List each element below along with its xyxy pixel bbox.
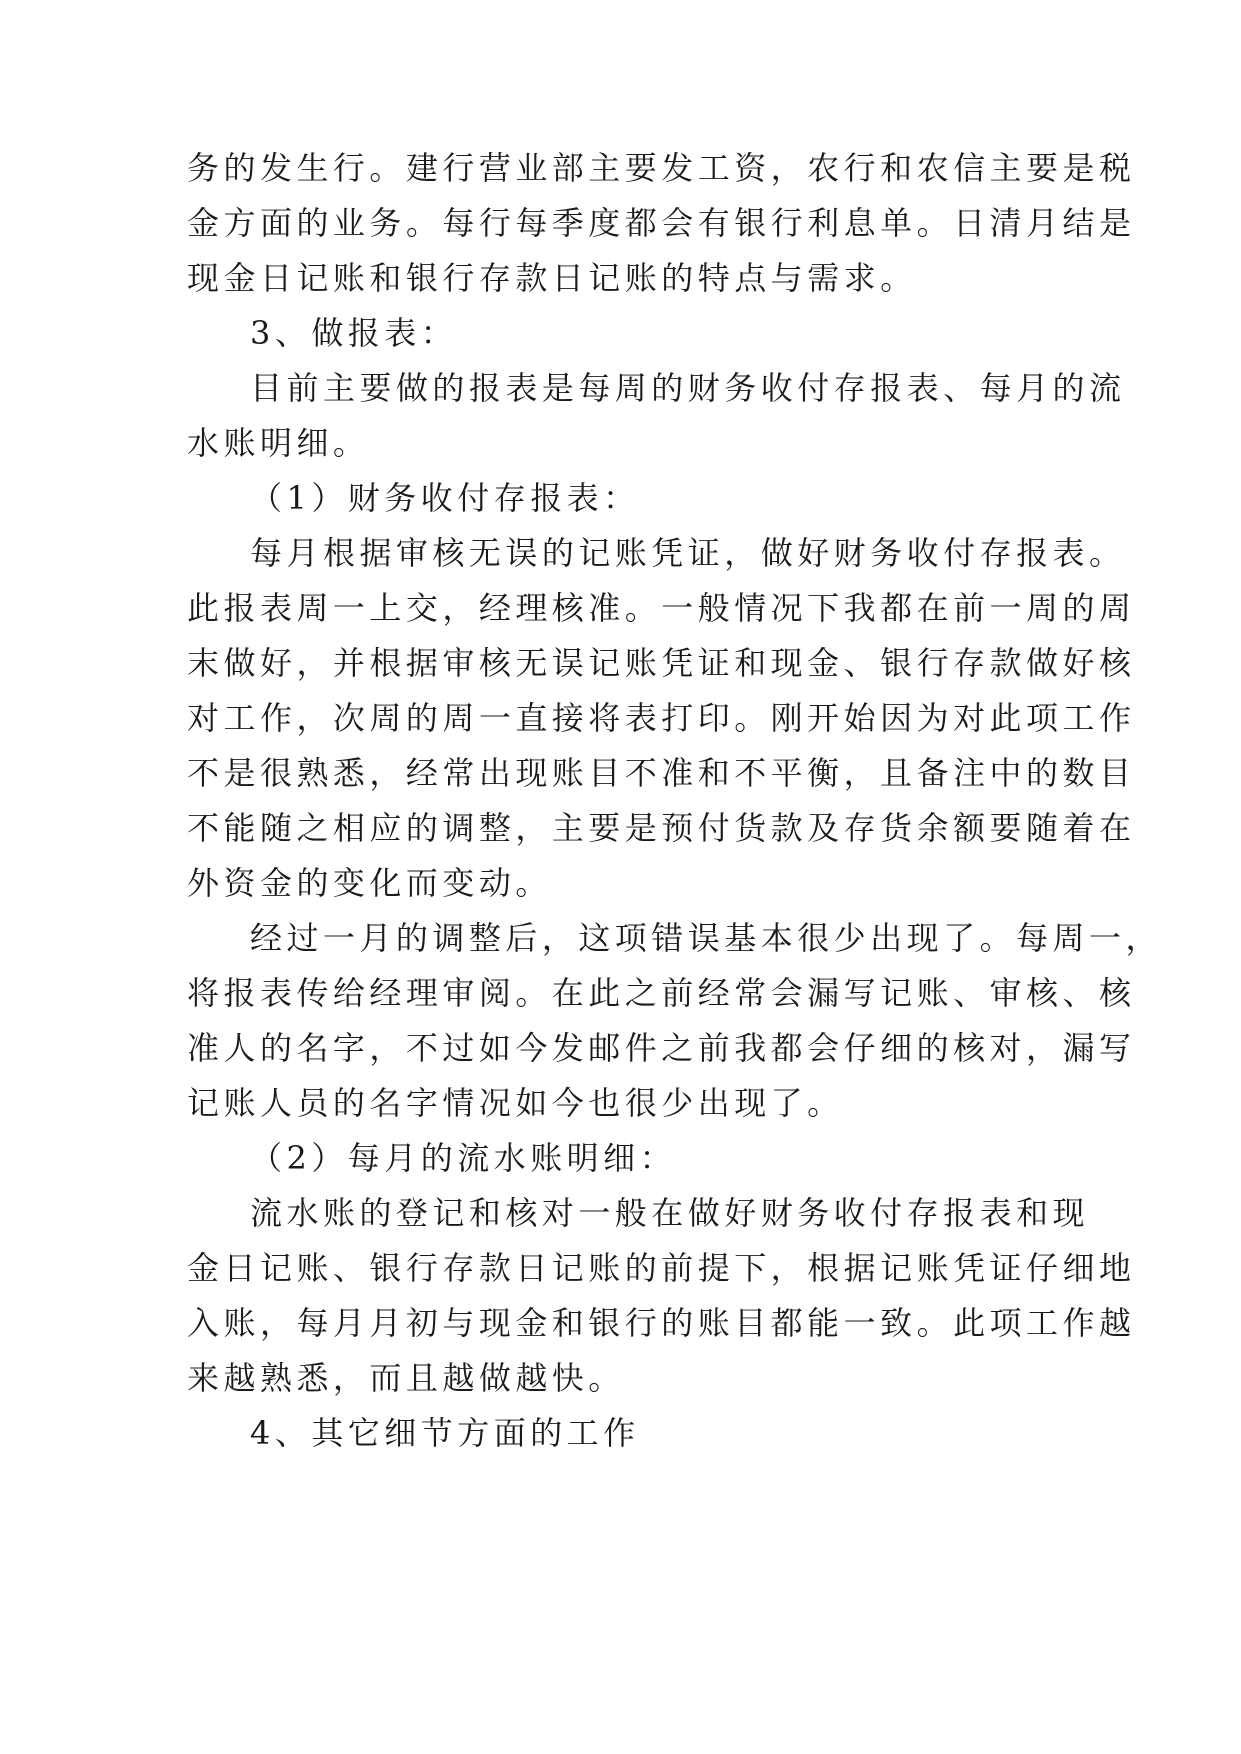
text-line: 入账，每月月初与现金和银行的账目都能一致。此项工作越 <box>187 1304 1136 1342</box>
section-heading: 4、其它细节方面的工作 <box>250 1414 640 1452</box>
text-line: 外资金的变化而变动。 <box>187 864 552 902</box>
text-line: 准人的名字，不过如今发邮件之前我都会仔细的核对，漏写 <box>187 1029 1136 1067</box>
text-line: 来越熟悉，而且越做越快。 <box>187 1359 625 1397</box>
subsection-heading: （1）财务收付存报表： <box>250 479 640 517</box>
text-line: 经过一月的调整后，这项错误基本很少出现了。每周一， <box>250 919 1163 957</box>
text-line: 此报表周一上交，经理核准。一般情况下我都在前一周的周 <box>187 589 1136 627</box>
text-line: 记账人员的名字情况如今也很少出现了。 <box>187 1084 844 1122</box>
text-line: 水账明细。 <box>187 424 370 462</box>
text-line: 现金日记账和银行存款日记账的特点与需求。 <box>187 259 917 297</box>
text-line: 将报表传给经理审阅。在此之前经常会漏写记账、审核、核 <box>187 974 1136 1012</box>
subsection-heading: （2）每月的流水账明细： <box>250 1139 677 1177</box>
text-line: 对工作，次周的周一直接将表打印。刚开始因为对此项工作 <box>187 699 1136 737</box>
text-line: 末做好，并根据审核无误记账凭证和现金、银行存款做好核 <box>187 644 1136 682</box>
text-line: 每月根据审核无误的记账凭证，做好财务收付存报表。 <box>250 534 1126 572</box>
text-line: 目前主要做的报表是每周的财务收付存报表、每月的流 <box>250 369 1126 407</box>
text-line: 金日记账、银行存款日记账的前提下，根据记账凭证仔细地 <box>187 1249 1136 1287</box>
text-line: 不是很熟悉，经常出现账目不准和不平衡，且备注中的数目 <box>187 754 1136 792</box>
section-heading: 3、做报表： <box>250 314 458 352</box>
text-line: 金方面的业务。每行每季度都会有银行利息单。日清月结是 <box>187 204 1136 242</box>
text-line: 不能随之相应的调整，主要是预付货款及存货余额要随着在 <box>187 809 1136 847</box>
text-line: 流水账的登记和核对一般在做好财务收付存报表和现 <box>250 1194 1090 1232</box>
text-line: 务的发生行。建行营业部主要发工资，农行和农信主要是税 <box>187 149 1136 187</box>
